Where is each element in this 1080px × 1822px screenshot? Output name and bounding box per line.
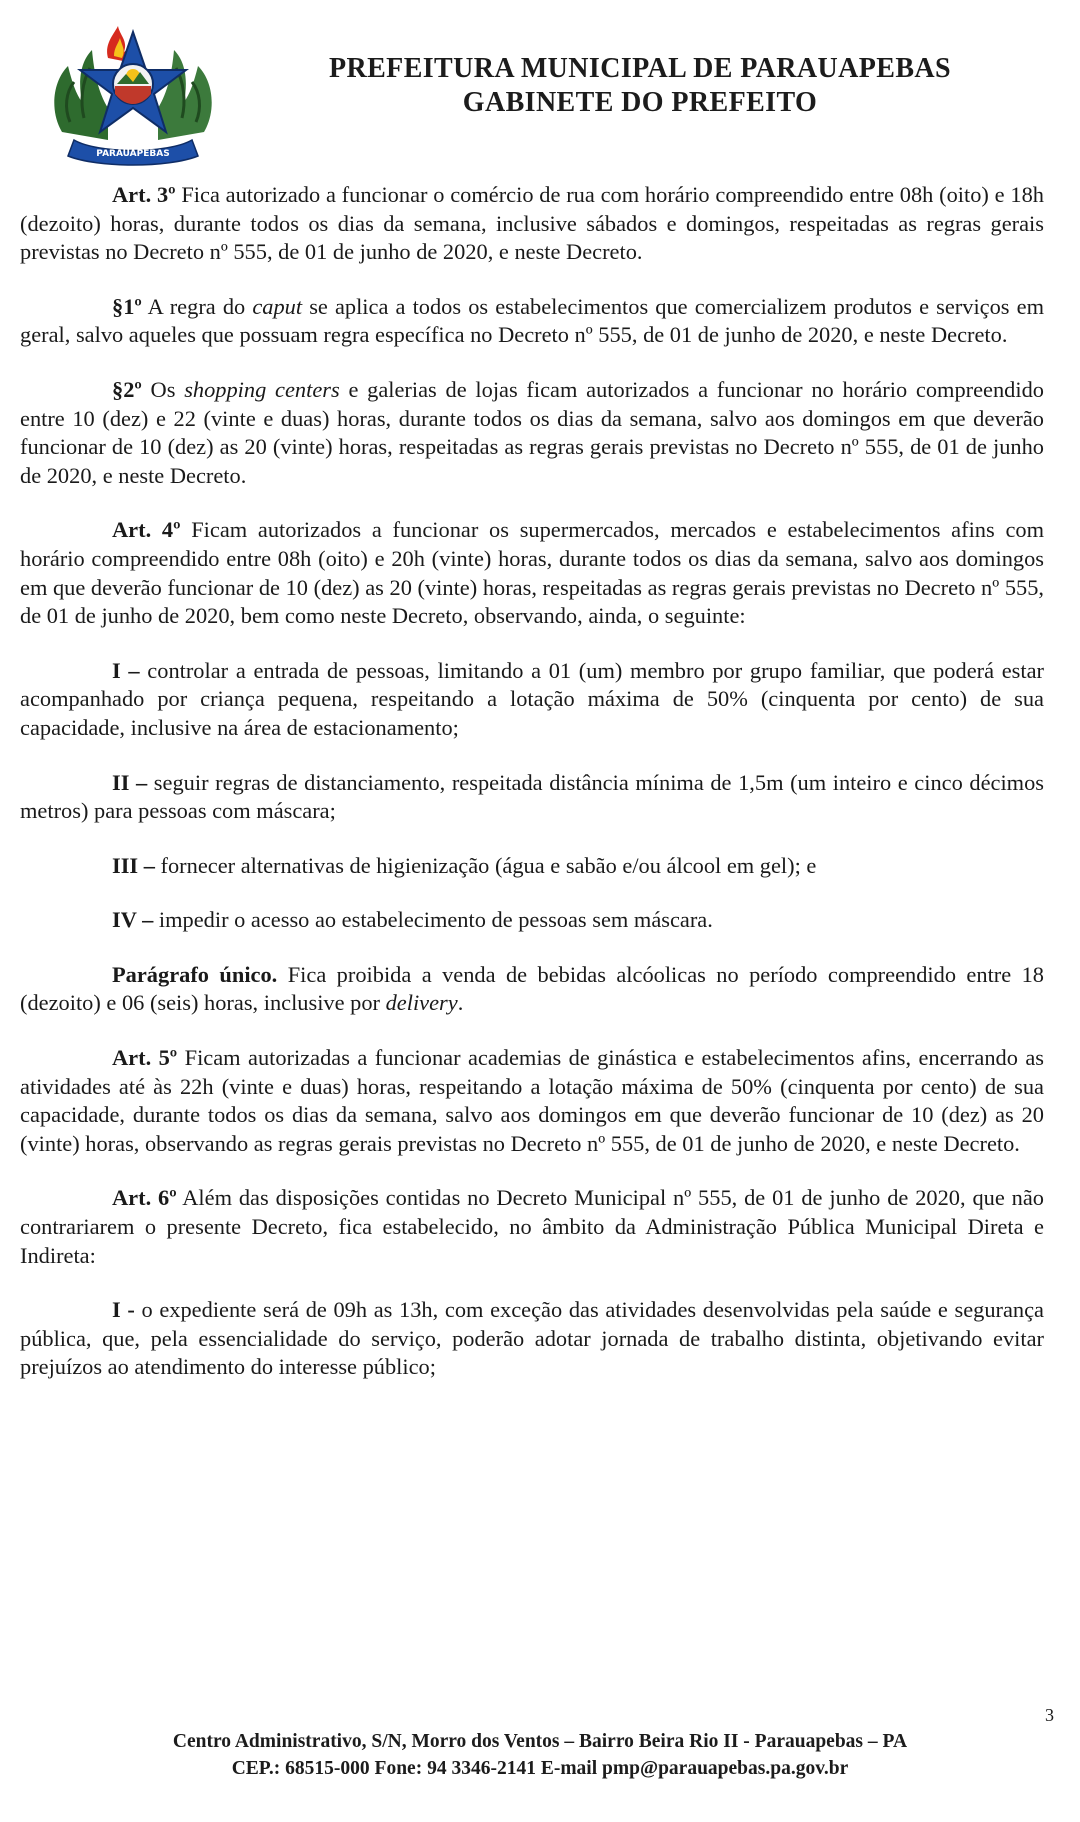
footer <box>0 1728 1080 1782</box>
paragraph-text-a: Os <box>141 376 185 402</box>
footer-address: Centro Administrativo, S/N, Morro dos Ventos – Bairro Beira Rio II - Parauapebas – PA <box>172 1731 908 1752</box>
article-label: Art. 4º <box>112 517 181 543</box>
article-3 <box>20 181 1044 267</box>
paragraph-text-b: e galerias de lojas ficam autorizados a funcionar no horário compreendido entre 10 (dez) e 22 (vinte e duas) horas, durante todos os dias da semana, salvo aos domingos em que deverão funcionar de 10 (dez) as 20 (vinte) horas, respeitadas as regras gerais previstas no Decreto nº 555, de 01 de junho de 2020, e neste Decreto. <box>20 376 1044 488</box>
article-text: Ficam autorizados a funcionar os supermercados, mercados e estabelecimentos afins com horário compreendido entre 08h (oito) e 20h (vinte) horas, durante todos os dias da semana, salvo aos domingos em que deverão funcionar de 10 (dez) as 20 (vinte) horas, respeitadas as regras gerais previstas no Decreto nº 555, de 01 de junho de 2020, bem como neste Decreto, observando, ainda, o seguinte: <box>20 517 1044 629</box>
article-4-item-ii <box>20 769 1044 826</box>
paragraph-label: Parágrafo único. <box>112 961 278 987</box>
item-text: controlar a entrada de pessoas, limitando a 01 (um) membro por grupo familiar, que poderá estar acompanhado por criança pequena, respeitando a lotação máxima de 50% (cinquenta por cento) de sua capacidade, inclusive na área de estacionamento; <box>20 657 1044 740</box>
footer-contact: CEP.: 68515-000 Fone: 94 3346-2141 E-mail pmp@parauapebas.pa.gov.br <box>231 1758 849 1779</box>
item-text: fornecer alternativas de higienização (água e sabão e/ou álcool em gel); e <box>154 852 817 878</box>
letterhead-titles <box>240 52 1040 120</box>
article-4-sole-paragraph <box>20 961 1044 1018</box>
item-text: seguir regras de distanciamento, respeitada distância mínima de 1,5m (um inteiro e cinco décimos metros) para pessoas com máscara; <box>20 769 1044 824</box>
paragraph-text-b: se aplica a todos os estabelecimentos que comercializem produtos e serviços em geral, salvo aqueles que possuam regra específica no Decreto nº 555, de 01 de junho de 2020, e neste Decreto. <box>20 293 1044 348</box>
article-label: Art. 5º <box>112 1045 178 1071</box>
article-5 <box>20 1044 1044 1158</box>
paragraph-italic-term: shopping centers <box>184 376 340 402</box>
article-4 <box>20 516 1044 630</box>
item-label: II – <box>112 769 148 795</box>
item-label: IV – <box>112 907 154 933</box>
paragraph-italic-term: caput <box>252 293 303 319</box>
paragraph-label: §1º <box>112 293 142 319</box>
article-4-item-i <box>20 657 1044 743</box>
municipal-coat-of-arms-icon <box>48 22 218 170</box>
article-4-item-iii <box>20 852 1044 881</box>
paragraph-italic-term: delivery <box>385 990 458 1016</box>
article-3-paragraph-2 <box>20 376 1044 490</box>
article-6 <box>20 1184 1044 1270</box>
paragraph-text-a: A regra do <box>141 293 253 319</box>
article-6-item-i <box>20 1296 1044 1382</box>
letterhead <box>0 0 1080 175</box>
page-number: 3 <box>1045 1705 1054 1725</box>
item-label: III – <box>112 852 155 878</box>
item-label: I – <box>112 657 140 683</box>
coat-of-arms-ribbon-text: PARAUAPEBAS <box>96 149 170 159</box>
article-3-paragraph-1 <box>20 293 1044 350</box>
item-label: I - <box>112 1297 135 1323</box>
paragraph-text-b: . <box>457 990 464 1016</box>
paragraph-text-a: Fica proibida a venda de bebidas alcóolicas no período compreendido entre 18 (dezoito) e 06 (seis) horas, inclusive por <box>20 961 1044 1016</box>
article-label: Art. 3º <box>112 182 176 207</box>
article-text: Fica autorizado a funcionar o comércio de rua com horário compreendido entre 08h (oito) e 18h (dezoito) horas, durante todos os dias da semana, inclusive sábados e domingos, respeitadas as regras gerais previstas no Decreto nº 555, de 01 de junho de 2020, e neste Decreto. <box>20 182 1044 265</box>
article-text: Além das disposições contidas no Decreto Municipal nº 555, de 01 de junho de 2020, que não contrariarem o presente Decreto, fica estabelecido, no âmbito da Administração Pública Municipal Direta e Indireta: <box>20 1185 1044 1268</box>
paragraph-label: §2º <box>112 376 142 402</box>
item-text: impedir o acesso ao estabelecimento de pessoas sem máscara. <box>153 907 713 933</box>
article-text: Ficam autorizadas a funcionar academias de ginástica e estabelecimentos afins, encerrando as atividades até às 22h (vinte e duas) horas, respeitando a lotação máxima de 50% (cinquenta por cento) de sua capacidade, durante todos os dias da semana, salvo aos domingos em que deverão funcionar de 10 (dez) as 20 (vinte) horas, observando as regras gerais previstas no Decreto nº 555, de 01 de junho de 2020, e neste Decreto. <box>20 1045 1044 1156</box>
office-name: GABINETE DO PREFEITO <box>462 87 818 118</box>
article-label: Art. 6º <box>112 1185 177 1211</box>
decree-body <box>20 181 1044 1408</box>
article-4-item-iv <box>20 906 1044 935</box>
municipality-name: PREFEITURA MUNICIPAL DE PARAUAPEBAS <box>328 53 951 84</box>
item-text: o expediente será de 09h as 13h, com exceção das atividades desenvolvidas pela saúde e segurança pública, que, pela essencialidade do serviço, poderão adotar jornada de trabalho distinta, objetivando evitar prejuízos ao atendimento do interesse público; <box>20 1297 1044 1380</box>
